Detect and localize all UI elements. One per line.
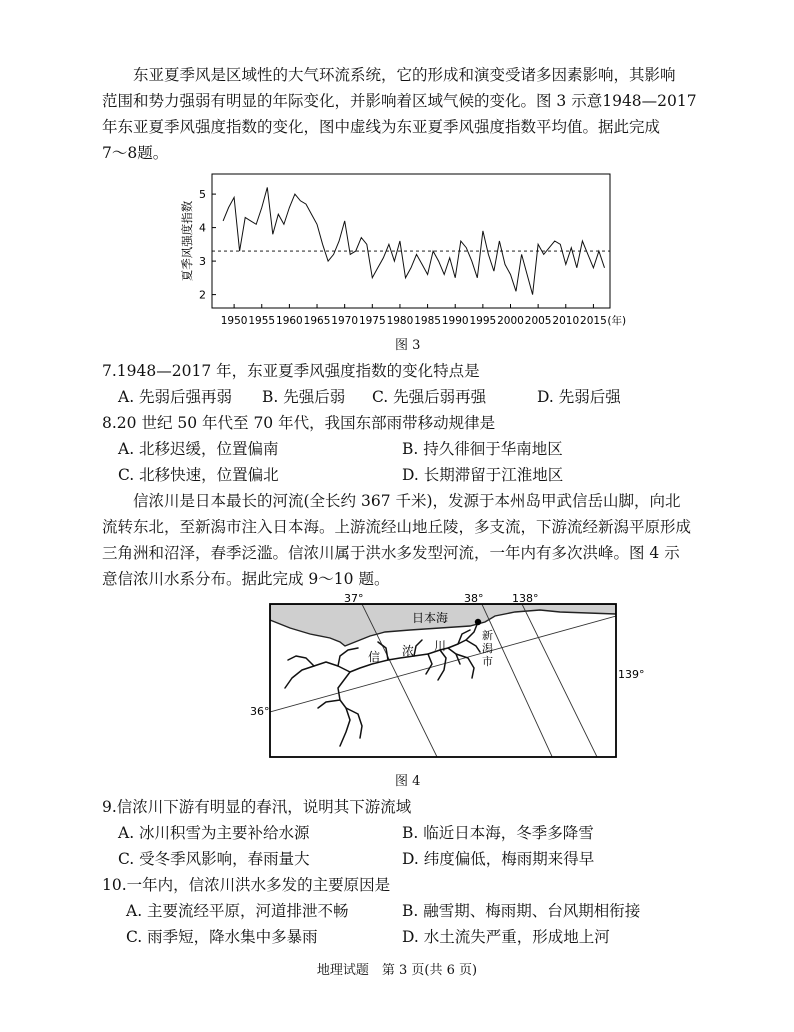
x-tick-label: 2015 xyxy=(580,315,607,327)
city-label-2: 潟 xyxy=(482,642,493,655)
question-8-option-b: B. 持久徘徊于华南地区 xyxy=(402,440,563,458)
figure-4-map xyxy=(0,588,794,768)
x-tick-label: 2005 xyxy=(524,315,552,327)
lat-38-label: 38° xyxy=(464,592,484,605)
shinano-river-system xyxy=(285,622,480,746)
question-9-option-d: D. 纬度偏低，梅雨期来得早 xyxy=(402,850,595,868)
x-tick-label: 1950 xyxy=(220,315,248,327)
river-label-3: 川 xyxy=(434,639,447,653)
x-tick-label: 2000 xyxy=(497,315,524,327)
passage-2 xyxy=(102,488,698,592)
x-tick-label: 1960 xyxy=(276,315,303,327)
figure-3-caption: 图 3 xyxy=(395,338,421,353)
lon-138-label: 138° xyxy=(512,592,539,605)
y-tick-label: 3 xyxy=(199,255,206,269)
question-8-option-a: A. 北移迟缓，位置偏南 xyxy=(118,440,279,458)
passage-2-line-1: 信浓川是日本最长的河流(全长约 367 千米)，发源于本州岛甲武信岳山脚，向北 xyxy=(133,492,681,510)
x-tick-label: 1980 xyxy=(386,315,414,327)
passage-2-line-3: 三角洲和沼泽，春季泛滥。信浓川属于洪水多发型河流，一年内有多次洪峰。图 4 示 xyxy=(102,544,680,562)
y-tick-label: 2 xyxy=(199,288,206,302)
question-7-stem: 7.1948—2017 年，东亚夏季风强度指数的变化特点是 xyxy=(102,362,480,380)
niigata-city-marker xyxy=(475,619,481,625)
city-label-3: 市 xyxy=(482,655,493,668)
x-tick-label: 2010 xyxy=(552,315,580,327)
question-8-option-c: C. 北移快速，位置偏北 xyxy=(118,466,279,484)
passage-2-line-4: 意信浓川水系分布。据此完成 9～10 题。 xyxy=(102,570,390,588)
lat-37-label: 37° xyxy=(344,592,364,605)
y-axis-label: 夏季风强度指数 xyxy=(180,200,194,282)
figure-4-caption: 图 4 xyxy=(395,774,421,789)
x-tick-label: 1975 xyxy=(358,315,386,327)
passage-1-line-4: 7～8题。 xyxy=(102,144,169,162)
sea-label: 日本海 xyxy=(412,611,449,625)
question-7-option-b: B. 先强后弱 xyxy=(262,388,346,406)
question-8-option-d: D. 长期滞留于江淮地区 xyxy=(402,466,564,484)
question-10-option-d: D. 水土流失严重，形成地上河 xyxy=(402,928,610,946)
graticule-line xyxy=(480,600,555,763)
passage-1-line-1: 东亚夏季风是区域性的大气环流系统，它的形成和演变受诸多因素影响，其影响 xyxy=(133,66,676,84)
question-9-option-c: C. 受冬季风影响，春雨量大 xyxy=(118,850,310,868)
x-tick-label: 1970 xyxy=(331,315,359,327)
question-10-option-c: C. 雨季短，降水集中多暴雨 xyxy=(126,928,318,946)
question-7-option-a: A. 先弱后强再弱 xyxy=(118,388,233,406)
question-7-option-c: C. 先强后弱再强 xyxy=(372,388,487,406)
y-tick-label: 4 xyxy=(199,221,206,235)
x-tick-label: 1995 xyxy=(469,315,497,327)
x-tick-label: 1965 xyxy=(303,315,331,327)
graticule-line xyxy=(520,600,600,763)
question-9-stem: 9.信浓川下游有明显的春汛，说明其下游流域 xyxy=(102,798,412,816)
x-tick-label: 1985 xyxy=(414,315,441,327)
figure-3-chart xyxy=(0,160,794,340)
passage-1-line-2: 范围和势力强弱有明显的年际变化，并影响着区域气候的变化。图 3 示意1948—2017 xyxy=(102,92,697,110)
river-label-1: 信 xyxy=(368,650,381,664)
question-9-option-a: A. 冰川积雪为主要补给水源 xyxy=(118,824,310,842)
passage-2-line-2: 流转东北，至新潟市注入日本海。上游流经山地丘陵，多支流，下游流经新潟平原形成 xyxy=(102,518,692,536)
question-7-option-d: D. 先弱后强 xyxy=(537,388,621,406)
page-footer: 地理试题 第 3 页(共 6 页) xyxy=(316,963,478,978)
passage-1-line-3: 年东亚夏季风强度指数的变化，图中虚线为东亚夏季风强度指数平均值。据此完成 xyxy=(102,118,661,136)
x-axis-unit-label: (年) xyxy=(607,315,627,327)
index-series-line xyxy=(223,187,604,294)
x-tick-label: 1990 xyxy=(441,315,469,327)
river-label-2: 浓 xyxy=(402,644,415,658)
lon-139-label: 139° xyxy=(618,668,645,681)
question-10-option-b: B. 融雪期、梅雨期、台风期相衔接 xyxy=(402,902,641,920)
lat-36-label: 36° xyxy=(250,705,270,718)
question-10-stem: 10.一年内，信浓川洪水多发的主要原因是 xyxy=(102,876,391,894)
x-tick-label: 1955 xyxy=(248,315,276,327)
question-9-option-b: B. 临近日本海，冬季多降雪 xyxy=(402,824,594,842)
city-label-1: 新 xyxy=(482,629,493,642)
passage-1 xyxy=(102,62,698,166)
question-10-option-a: A. 主要流经平原，河道排泄不畅 xyxy=(126,902,349,920)
y-tick-label: 5 xyxy=(199,188,206,202)
plot-frame xyxy=(212,174,610,308)
question-8-stem: 8.20 世纪 50 年代至 70 年代，我国东部雨带移动规律是 xyxy=(102,414,496,432)
